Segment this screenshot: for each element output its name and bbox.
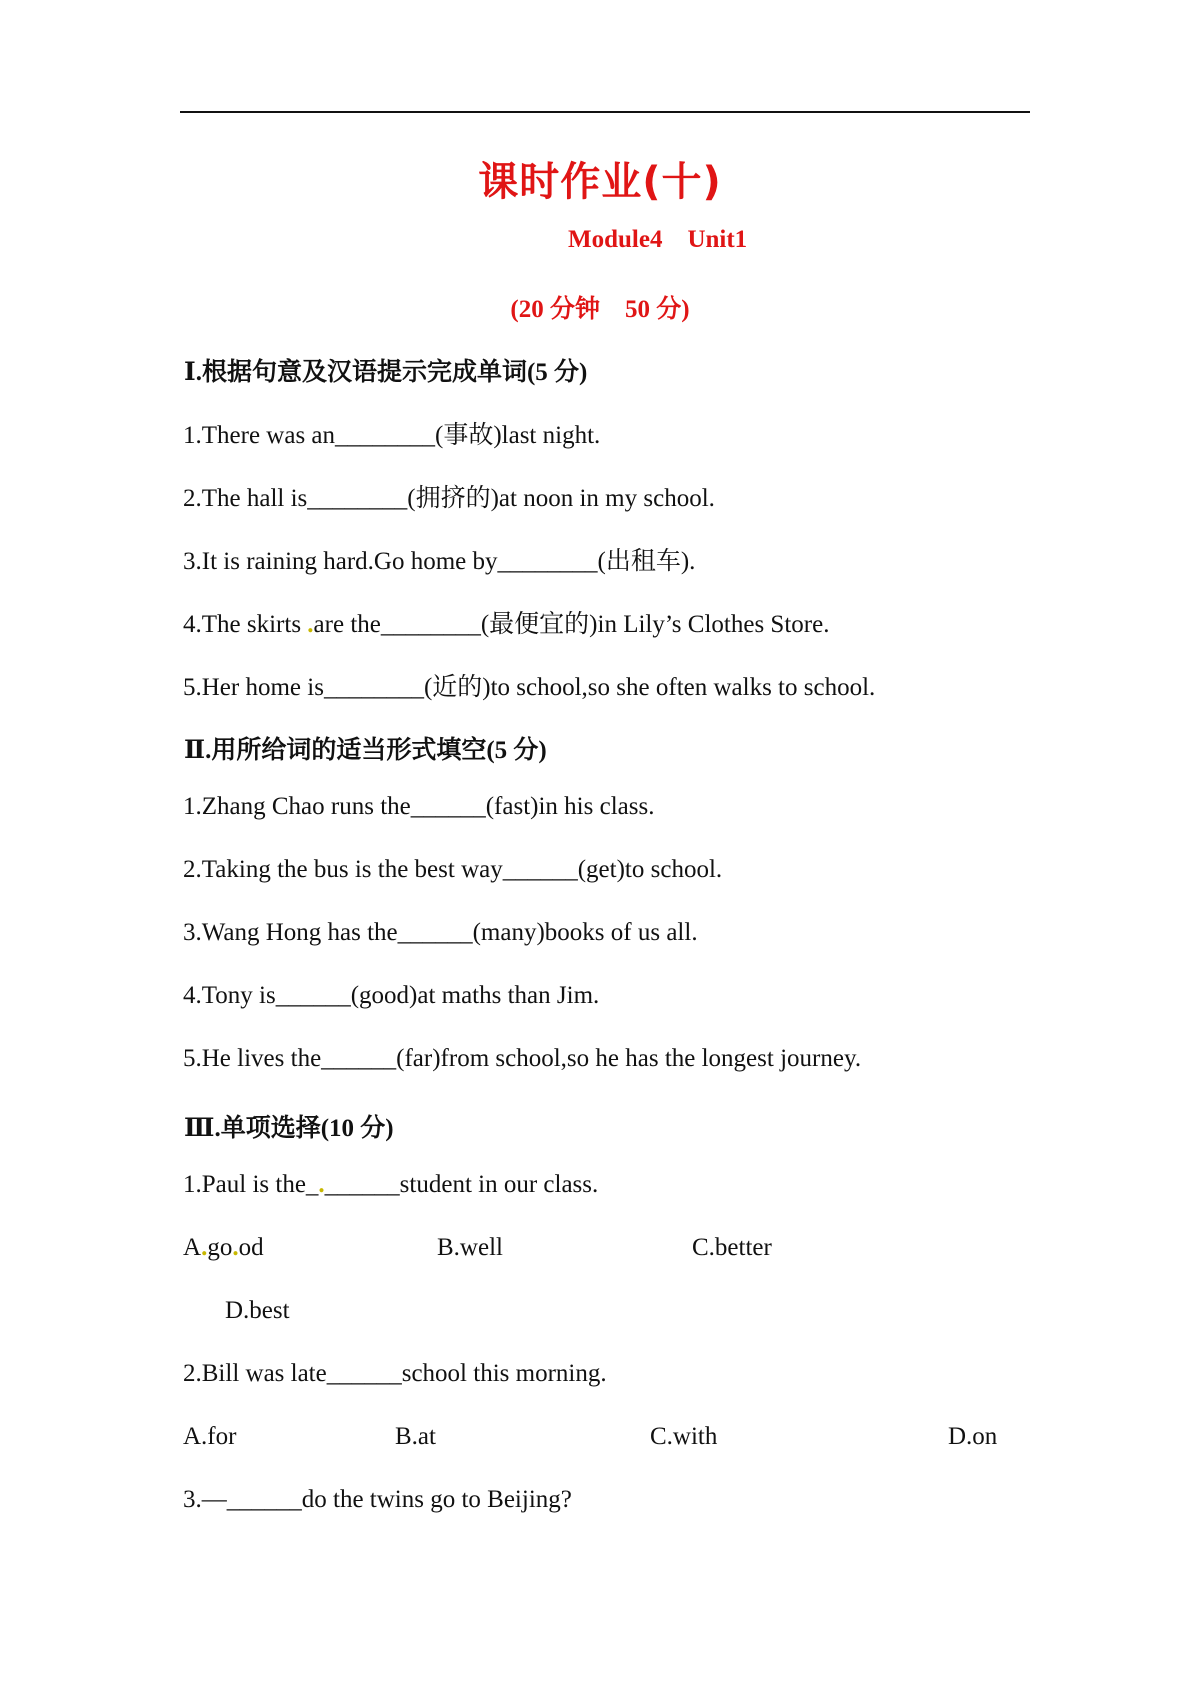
- section-2-item-1: 1.Zhang Chao runs the______(fast)in his class.: [183, 793, 655, 820]
- page-title: 课时作业(十): [478, 159, 722, 205]
- question-1-stem: [183, 1171, 598, 1199]
- section-1-item-5: 5.Her home is________(近的)to school,so she often walks to school.: [183, 674, 876, 701]
- section-2-item-5: 5.He lives the______(far)from school,so he has the longest journey.: [183, 1045, 862, 1072]
- question-1-stem-part-a: 1.Paul is the_: [183, 1171, 319, 1198]
- section-2-item-4: 4.Tony is______(good)at maths than Jim.: [183, 982, 600, 1009]
- marker-dot: .: [307, 611, 314, 638]
- question-1-option-b: B.well: [437, 1234, 503, 1261]
- option-a-text-part-a: go: [207, 1234, 233, 1261]
- section-1-item-2: 2.The hall is________(拥挤的)at noon in my school.: [183, 485, 715, 512]
- section-1-item-4: [183, 604, 829, 640]
- section-2-heading: Ⅱ.用所给词的适当形式填空(5 分): [184, 737, 547, 764]
- section-2-item-2: 2.Taking the bus is the best way______(get)to school.: [183, 856, 723, 883]
- time-score-info: (20 分钟 50 分): [510, 296, 690, 323]
- header-rule: [180, 111, 1030, 113]
- section-2-item-3: 3.Wang Hong has the______(many)books of us all.: [183, 919, 698, 946]
- question-1-option-d: D.best: [225, 1297, 290, 1324]
- question-2-option-b: B.at: [395, 1423, 436, 1450]
- question-2-option-c: C.with: [650, 1423, 718, 1450]
- marker-dot: .: [232, 1234, 239, 1261]
- marker-dot: .: [318, 1171, 325, 1198]
- section-1-heading: Ⅰ.根据句意及汉语提示完成单词(5 分): [184, 359, 588, 386]
- section-1-item-1: 1.There was an________(事故)last night.: [183, 422, 601, 449]
- question-2-option-a: A.for: [183, 1423, 237, 1450]
- question-1-stem-part-b: ______student in our class.: [324, 1171, 599, 1198]
- option-a-text-part-b: od: [238, 1234, 264, 1261]
- section-3-heading: Ⅲ.单项选择(10 分): [184, 1115, 394, 1142]
- section-1-item-3: 3.It is raining hard.Go home by________(出租车).: [183, 548, 696, 575]
- section-1-item-4-part-b: are the________(最便宜的)in Lily’s Clothes Store.: [313, 611, 830, 638]
- question-1-option-c: C.better: [692, 1234, 772, 1261]
- option-a-letter: A: [183, 1234, 202, 1261]
- question-2-option-d: D.on: [948, 1423, 998, 1450]
- question-2-stem: 2.Bill was late______school this morning.: [183, 1360, 607, 1387]
- page-subtitle: Module4 Unit1: [568, 226, 748, 253]
- question-1-option-a: [183, 1234, 264, 1262]
- question-3-stem: 3.—______do the twins go to Beijing?: [183, 1486, 572, 1513]
- section-1-item-4-part-a: 4.The skirts: [183, 611, 308, 638]
- marker-dot: .: [201, 1234, 208, 1261]
